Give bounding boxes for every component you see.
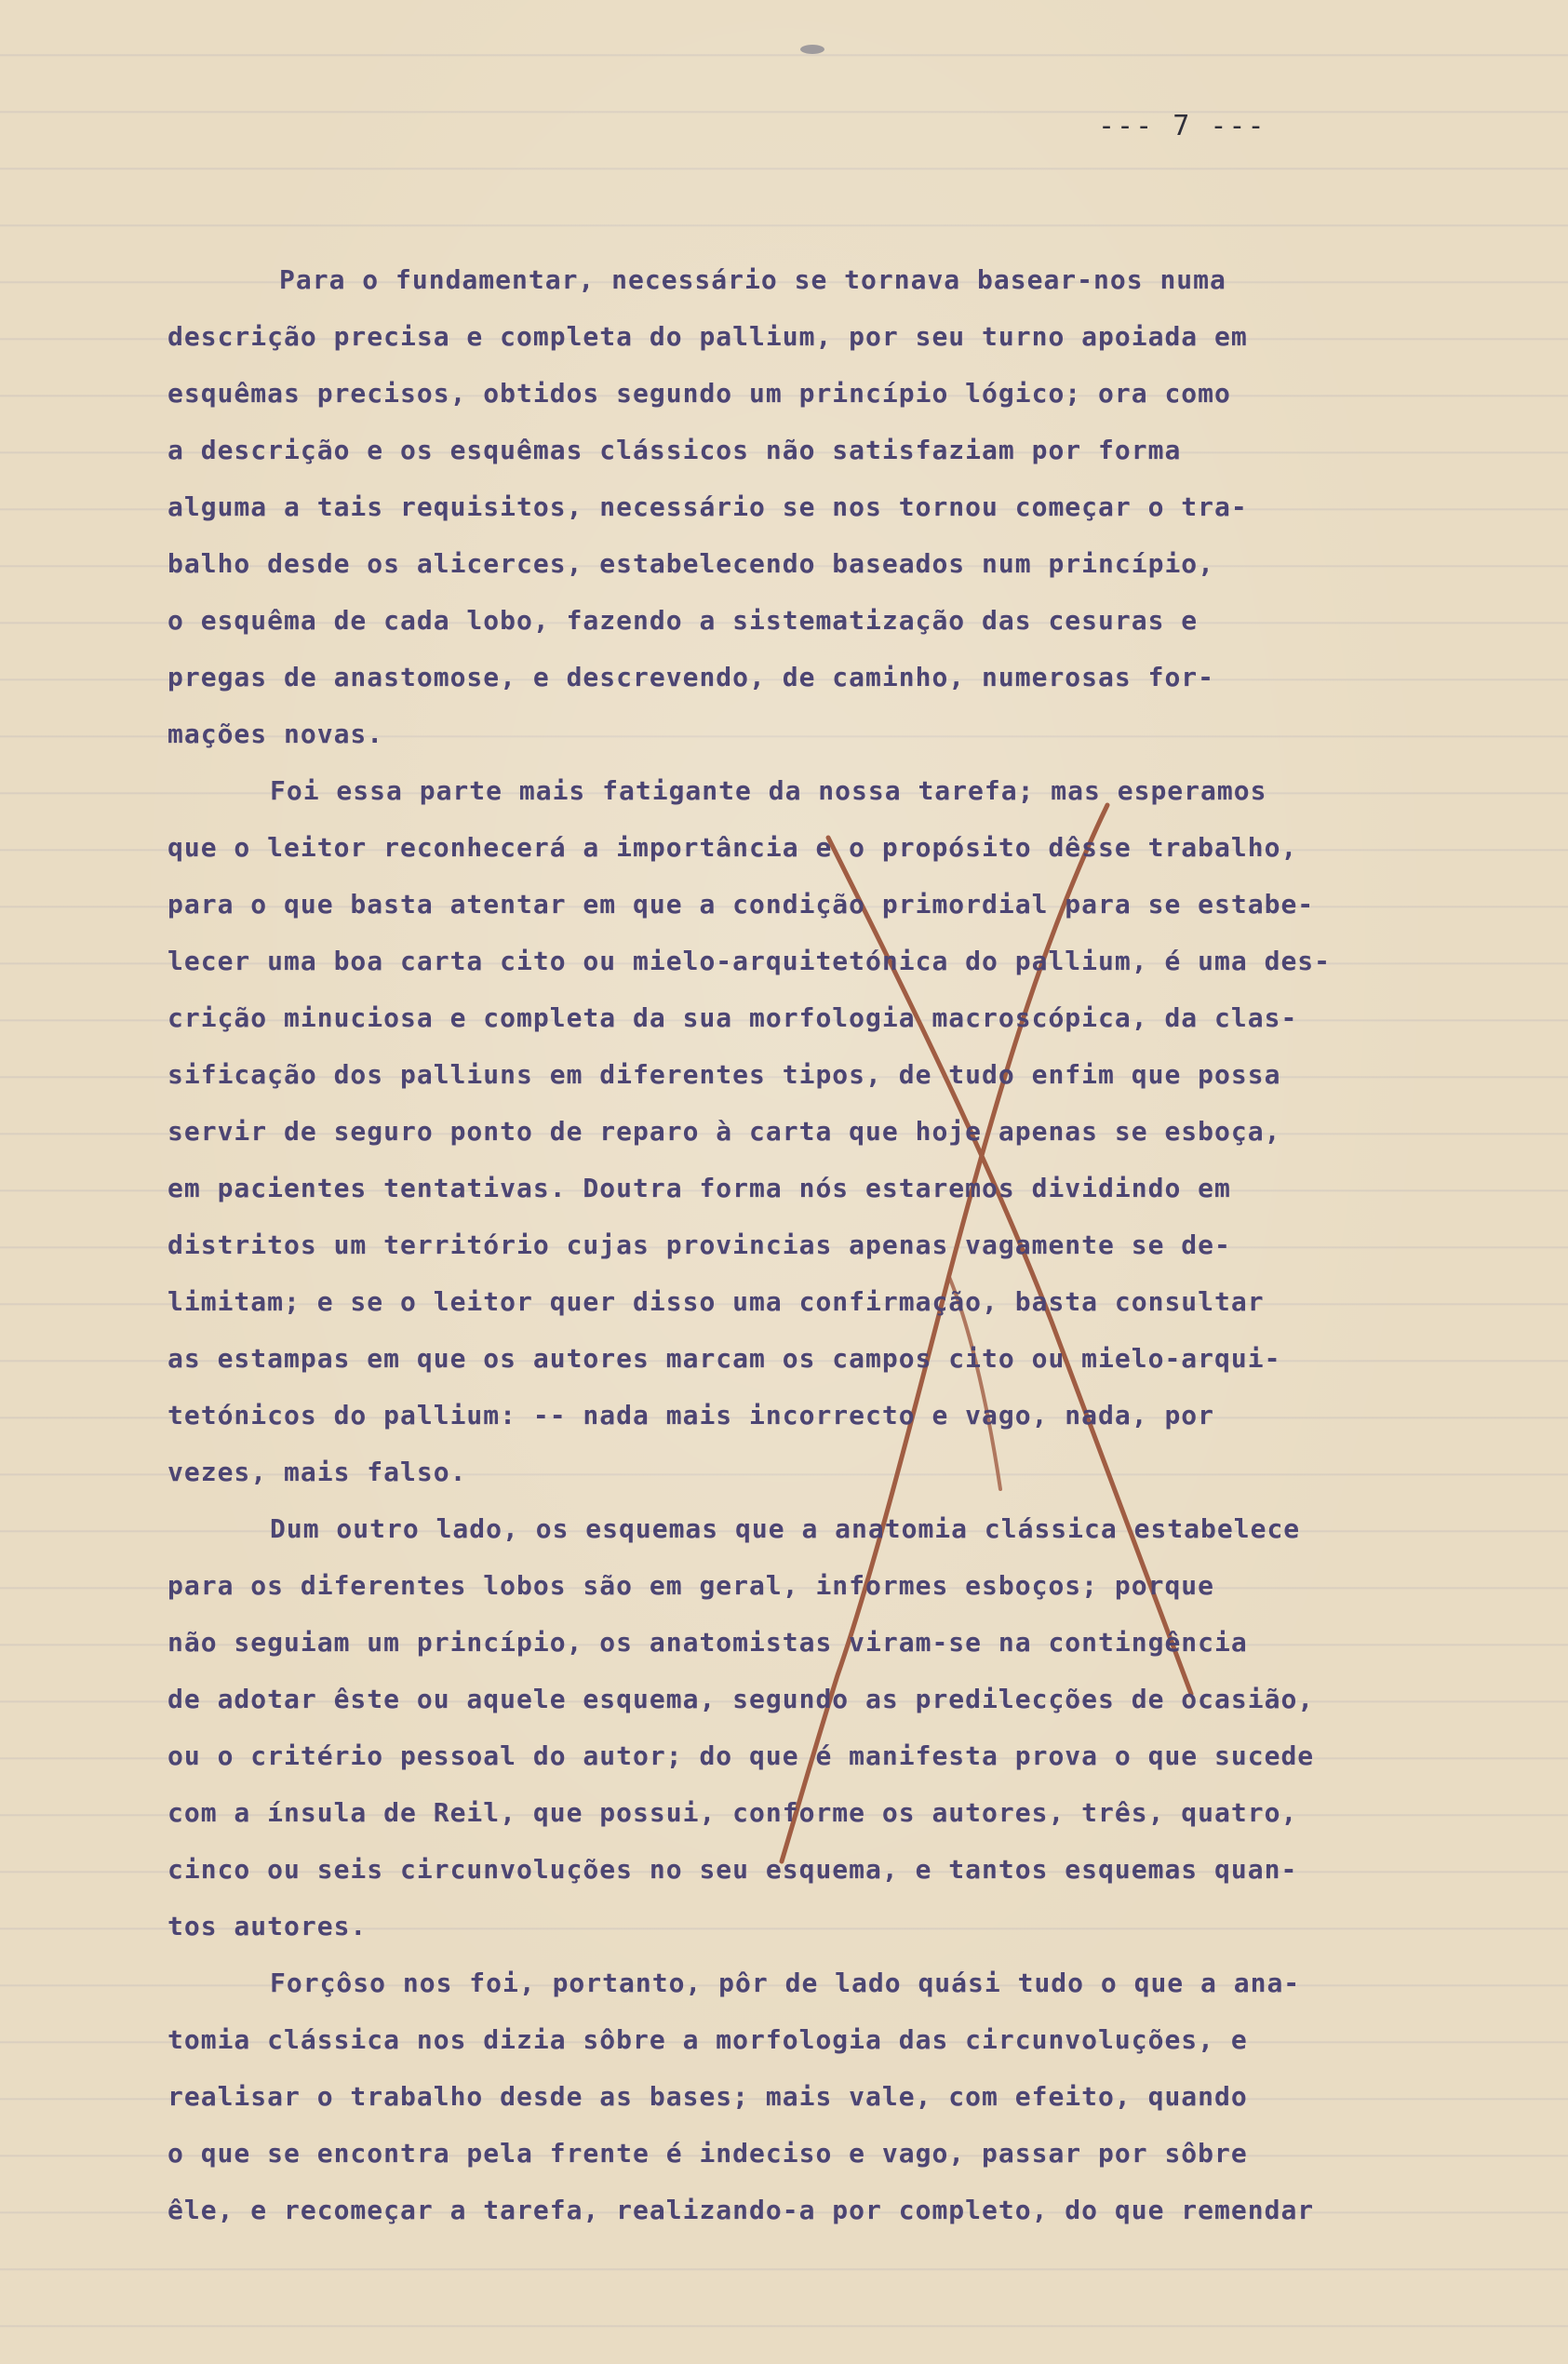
text-line: ou o critério pessoal do autor; do que é manifesta prova o que sucede xyxy=(168,1740,1315,1771)
text-line: com a ínsula de Reil, que possui, conforme os autores, três, quatro, xyxy=(168,1797,1298,1828)
page-number: --- 7 --- xyxy=(1098,110,1266,142)
text-line: lecer uma boa carta cito ou mielo-arquitetónica do pallium, é uma des- xyxy=(168,946,1332,976)
text-line: não seguiam um princípio, os anatomistas viram-se na contingência xyxy=(168,1627,1248,1658)
text-line: distritos um território cujas provincias apenas vagamente se de- xyxy=(168,1229,1231,1260)
paragraph-2 xyxy=(168,762,1461,1500)
text-line: descrição precisa e completa do pallium, por seu turno apoiada em xyxy=(168,321,1248,352)
text-line: o que se encontra pela frente é indeciso e vago, passar por sôbre xyxy=(168,2138,1248,2169)
text-line: Foi essa parte mais fatigante da nossa tarefa; mas esperamos xyxy=(270,775,1267,806)
text-line: cinco ou seis circunvoluções no seu esquema, e tantos esquemas quan- xyxy=(168,1854,1298,1885)
text-line: pregas de anastomose, e descrevendo, de caminho, numerosas for- xyxy=(168,662,1215,692)
text-line: esquêmas precisos, obtidos segundo um princípio lógico; ora como xyxy=(168,378,1231,409)
text-line: vezes, mais falso. xyxy=(168,1457,467,1487)
text-line: para os diferentes lobos são em geral, informes esboços; porque xyxy=(168,1570,1215,1601)
text-line: balho desde os alicerces, estabelecendo baseados num princípio, xyxy=(168,548,1215,579)
text-line: êle, e recomeçar a tarefa, realizando-a por completo, do que remendar xyxy=(168,2195,1315,2225)
text-line: servir de seguro ponto de reparo à carta que hoje apenas se esboça, xyxy=(168,1116,1281,1147)
text-line: o esquêma de cada lobo, fazendo a sistematização das cesuras e xyxy=(168,605,1199,636)
text-line: sificação dos palliuns em diferentes tipos, de tudo enfim que possa xyxy=(168,1059,1281,1090)
text-line: a descrição e os esquêmas clássicos não satisfaziam por forma xyxy=(168,435,1182,465)
text-line: alguma a tais requisitos, necessário se nos tornou começar o tra- xyxy=(168,491,1248,522)
text-line: Dum outro lado, os esquemas que a anatomia clássica estabelece xyxy=(270,1513,1301,1544)
text-line: para o que basta atentar em que a condição primordial para se estabe- xyxy=(168,889,1315,920)
text-line: realisar o trabalho desde as bases; mais vale, com efeito, quando xyxy=(168,2081,1248,2112)
paragraph-1 xyxy=(168,251,1461,762)
paragraph-4 xyxy=(168,1954,1461,2238)
text-line: tetónicos do pallium: -- nada mais incorrecto e vago, nada, por xyxy=(168,1400,1215,1430)
text-line: crição minuciosa e completa da sua morfologia macroscópica, da clas- xyxy=(168,1002,1298,1033)
text-line: que o leitor reconhecerá a importância e o propósito dêsse trabalho, xyxy=(168,832,1298,863)
text-line: Para o fundamentar, necessário se tornava basear-nos numa xyxy=(279,264,1226,295)
text-line: tos autores. xyxy=(168,1911,368,1941)
text-line: as estampas em que os autores marcam os campos cito ou mielo-arqui- xyxy=(168,1343,1281,1374)
typed-text xyxy=(168,251,1461,2238)
text-line: Forçôso nos foi, portanto, pôr de lado quási tudo o que a ana- xyxy=(270,1968,1301,1998)
text-line: de adotar êste ou aquele esquema, segundo as predilecções de ocasião, xyxy=(168,1684,1315,1714)
text-line: limitam; e se o leitor quer disso uma confirmação, basta consultar xyxy=(168,1286,1265,1317)
ink-spot xyxy=(800,45,824,54)
text-line: tomia clássica nos dizia sôbre a morfologia das circunvoluções, e xyxy=(168,2024,1248,2055)
paragraph-3 xyxy=(168,1500,1461,1954)
text-line: em pacientes tentativas. Doutra forma nós estaremos dividindo em xyxy=(168,1173,1231,1203)
text-line: mações novas. xyxy=(168,719,384,749)
